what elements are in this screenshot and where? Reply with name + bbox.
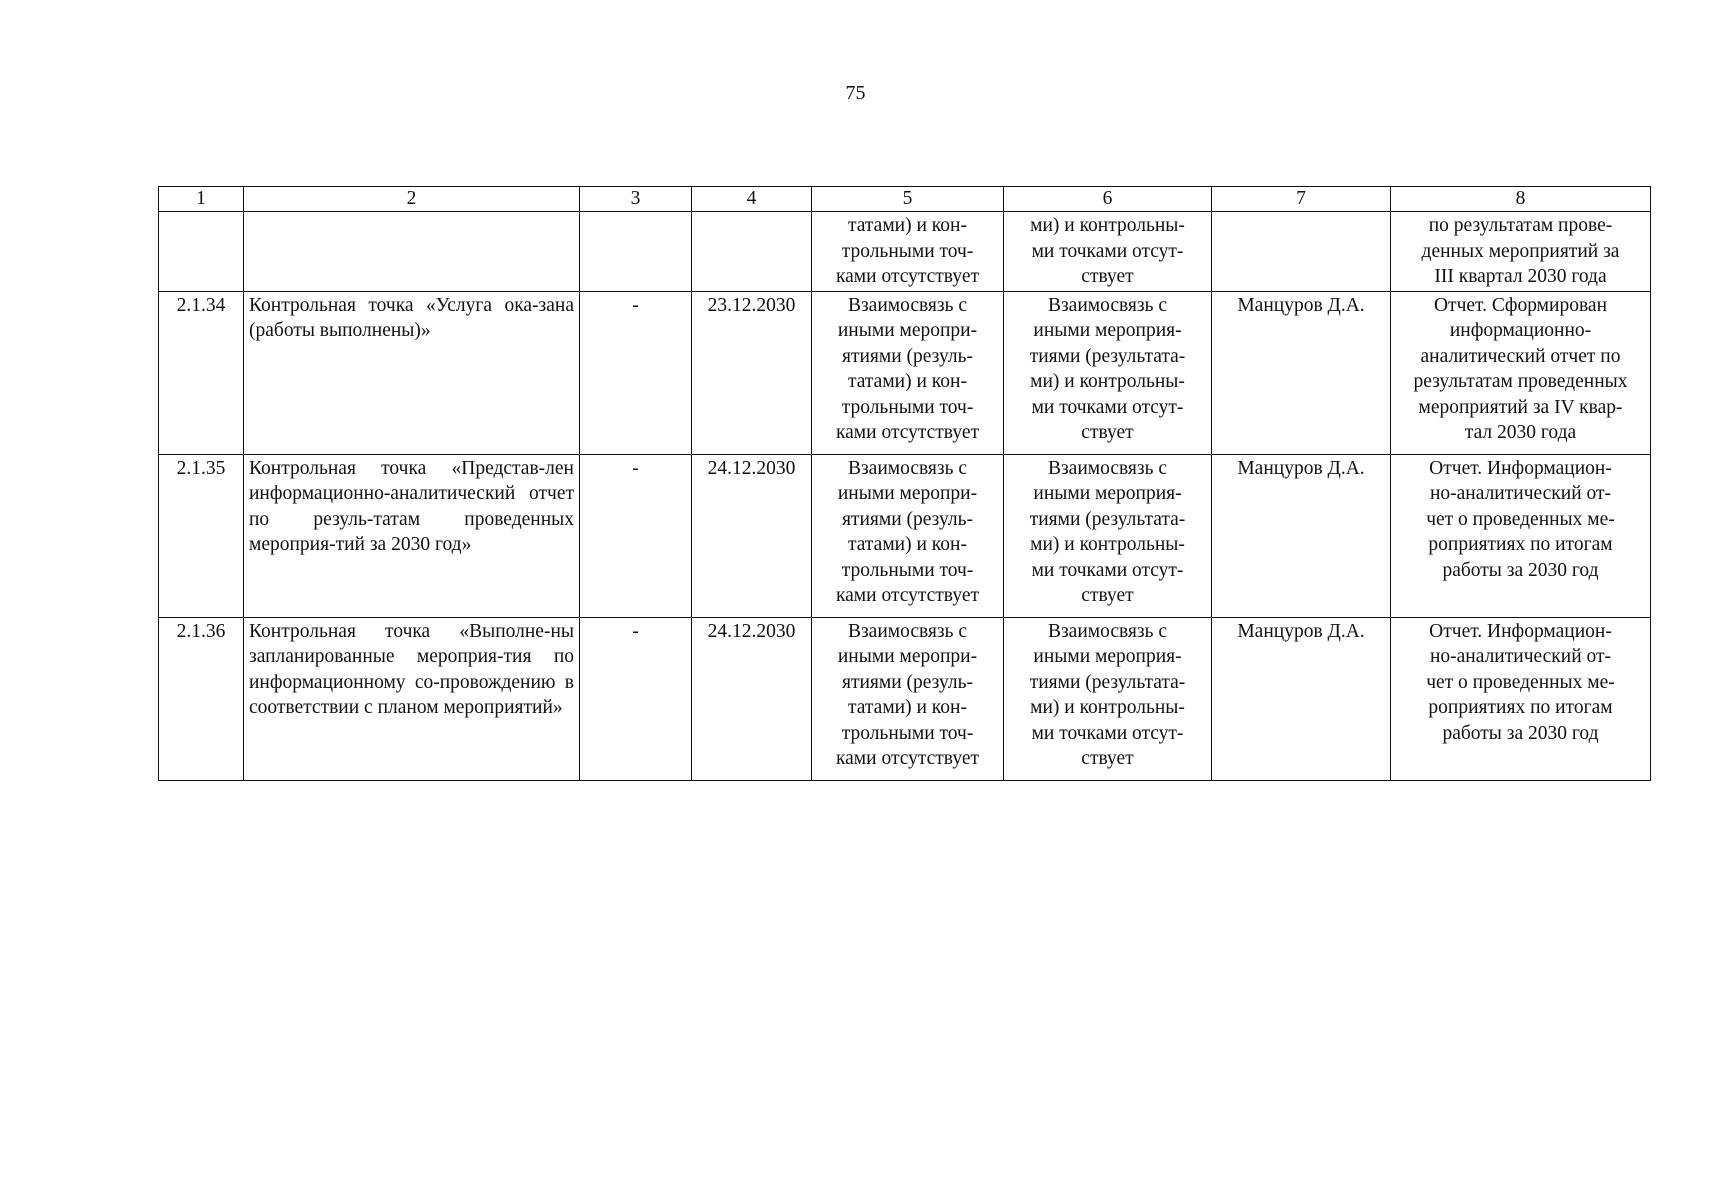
column-header-2: 2 — [244, 187, 580, 212]
control-points-table — [158, 186, 1651, 781]
column-header-5: 5 — [812, 187, 1004, 212]
executor-cell: Манцуров Д.А. — [1212, 291, 1391, 454]
column-numbers-row — [159, 187, 1651, 212]
column-header-7: 7 — [1212, 187, 1391, 212]
result-cell: Отчет. Информацион- но-аналитический от- чет о проведенных ме- роприятиях по итогам работы за 2030 год — [1391, 617, 1651, 780]
column-3-cell: - — [580, 617, 692, 780]
column-header-1: 1 — [159, 187, 244, 212]
executor-cell: Манцуров Д.А. — [1212, 454, 1391, 617]
date-cell — [692, 212, 812, 292]
table-row-continuation — [159, 212, 1651, 292]
column-header-8: 8 — [1391, 187, 1651, 212]
table-row — [159, 617, 1651, 780]
result-cell: Отчет. Информацион- но-аналитический от- чет о проведенных ме- роприятиях по итогам работы за 2030 год — [1391, 454, 1651, 617]
result-cell: по результатам прове- денных мероприятий за III квартал 2030 года — [1391, 212, 1651, 292]
relationship-cell-6: Взаимосвязь с иными мероприя- тиями (результата- ми) и контрольны- ми точками отсут- ствует — [1004, 291, 1212, 454]
control-point-name-cell: Контрольная точка «Представ-лен информационно-аналитический отчет по резуль-татам проведенных мероприя-тий за 2030 год» — [244, 454, 580, 617]
column-3-cell — [580, 212, 692, 292]
date-cell: 23.12.2030 — [692, 291, 812, 454]
relationship-cell-5: Взаимосвязь с иными меропри- ятиями (резуль- татами) и кон- трольными точ- ками отсутствует — [812, 617, 1004, 780]
date-cell: 24.12.2030 — [692, 617, 812, 780]
row-number-cell: 2.1.35 — [159, 454, 244, 617]
column-header-6: 6 — [1004, 187, 1212, 212]
row-number-cell: 2.1.34 — [159, 291, 244, 454]
control-point-name-cell: Контрольная точка «Услуга ока-зана (работы выполнены)» — [244, 291, 580, 454]
executor-cell: Манцуров Д.А. — [1212, 617, 1391, 780]
result-cell: Отчет. Сформирован информационно- аналитический отчет по результатам проведенных мероприятий за IV квар- тал 2030 года — [1391, 291, 1651, 454]
row-number-cell — [159, 212, 244, 292]
table-row — [159, 291, 1651, 454]
column-3-cell: - — [580, 291, 692, 454]
executor-cell — [1212, 212, 1391, 292]
column-header-3: 3 — [580, 187, 692, 212]
relationship-cell-6: Взаимосвязь с иными мероприя- тиями (результата- ми) и контрольны- ми точками отсут- ствует — [1004, 454, 1212, 617]
relationship-cell-6: ми) и контрольны- ми точками отсут- ствует — [1004, 212, 1212, 292]
relationship-cell-5: татами) и кон- трольными точ- ками отсутствует — [812, 212, 1004, 292]
table-row — [159, 454, 1651, 617]
column-header-4: 4 — [692, 187, 812, 212]
row-number-cell: 2.1.36 — [159, 617, 244, 780]
column-3-cell: - — [580, 454, 692, 617]
control-point-name-cell: Контрольная точка «Выполне-ны запланированные мероприя-тия по информационному со-провождению в соответствии с планом мероприятий» — [244, 617, 580, 780]
relationship-cell-5: Взаимосвязь с иными меропри- ятиями (резуль- татами) и кон- трольными точ- ками отсутствует — [812, 454, 1004, 617]
date-cell: 24.12.2030 — [692, 454, 812, 617]
relationship-cell-6: Взаимосвязь с иными мероприя- тиями (результата- ми) и контрольны- ми точками отсут- ствует — [1004, 617, 1212, 780]
page-number: 75 — [845, 82, 866, 104]
control-point-name-cell — [244, 212, 580, 292]
relationship-cell-5: Взаимосвязь с иными меропри- ятиями (резуль- татами) и кон- трольными точ- ками отсутствует — [812, 291, 1004, 454]
